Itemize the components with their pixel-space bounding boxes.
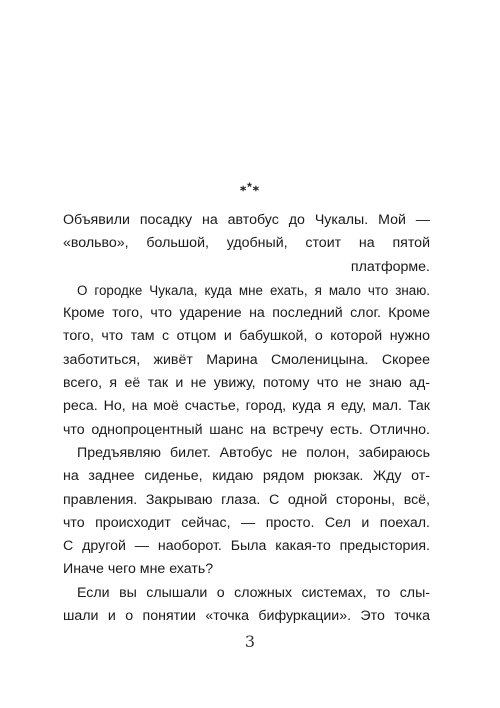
text-line: всего, я её так и не увижу, потому что не знаю ад- [63, 375, 430, 392]
page-number: 3 [244, 632, 256, 651]
text-line: что однопроцентный шанс на встречу есть. Отлично. [63, 421, 430, 438]
text-line: того, что там с отцом и бабушкой, о которой нужно [63, 328, 430, 345]
text-line: реса. Но, на моё счастье, город, куда я еду, мал. Так [63, 398, 430, 415]
text-line: О городке Чукала, куда мне ехать, я мало что знаю. [77, 282, 430, 298]
text-line: Иначе чего мне ехать? [63, 561, 214, 578]
text-line: на заднее сиденье, кидаю рядом рюкзак. Жду от- [63, 468, 430, 485]
text-line: Кроме того, что ударение на последний слог. Кроме [63, 305, 430, 322]
text-line: правления. Закрываю глаза. С одной стороны, всё, [63, 491, 430, 508]
text-line: Предъявляю билет. Автобус не полон, забираюсь [77, 444, 430, 461]
text-line: шали и о понятии «точка бифуркации». Это точка [63, 608, 430, 625]
text-line: заботиться, живёт Марина Смоленицына. Скорее [63, 351, 430, 368]
text-line: «вольво», большой, удобный, стоит на пятой [63, 235, 430, 252]
text-line: что происходит сейчас, — просто. Сел и поехал. [63, 514, 430, 531]
section-divider-asterism: ⁎*⁎ [240, 180, 260, 194]
text-line: Объявили посадку на автобус до Чукалы. Мой — [63, 212, 430, 228]
text-line: С другой — наоборот. Была какая-то предыстория. [63, 538, 430, 555]
text-line: Если вы слышали о сложных системах, то слы- [77, 584, 430, 601]
text-line: платформе. [350, 258, 430, 275]
body-text [63, 209, 430, 628]
